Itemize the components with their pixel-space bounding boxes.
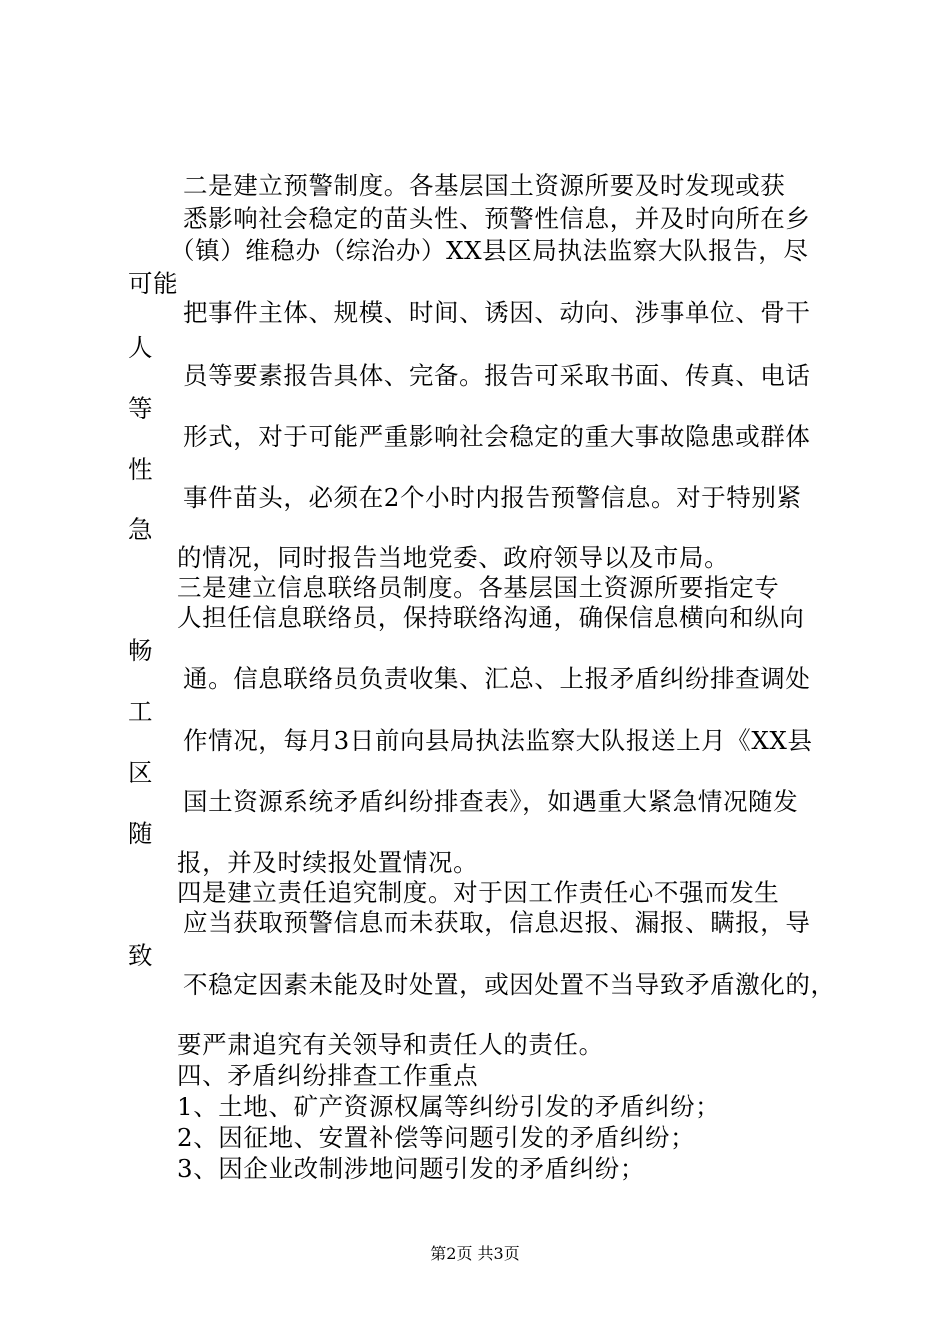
page-number: 第2页 共3页 [430, 1244, 520, 1263]
text-line: 急 [128, 515, 154, 544]
text-line: 员等要素报告具体、完备。报告可采取书面、传真、电话 [183, 361, 811, 390]
text-line: 二是建立预警制度。各基层国土资源所要及时发现或获 [183, 171, 786, 200]
text-line: 人担任信息联络员，保持联络沟通，确保信息横向和纵向 [177, 603, 805, 632]
text-line: 四是建立责任追究制度。对于因工作责任心不强而发生 [177, 878, 780, 907]
text-line: 事件苗头，必须在2个小时内报告预警信息。对于特别紧 [183, 483, 802, 512]
text-line: 1、土地、矿产资源权属等纠纷引发的矛盾纠纷； [177, 1092, 721, 1121]
text-line: 悉影响社会稳定的苗头性、预警性信息，并及时向所在乡 [183, 204, 811, 233]
text-line: 要严肃追究有关领导和责任人的责任。 [177, 1030, 604, 1059]
text-line: （镇）维稳办（综治办）XX县区局执法监察大队报告，尽 [170, 236, 809, 265]
text-line: 三是建立信息联络员制度。各基层国土资源所要指定专 [177, 573, 780, 602]
text-line: 等 [128, 394, 154, 423]
text-line: 区 [128, 758, 154, 787]
text-line: 可能 [128, 269, 179, 298]
text-line: 性 [128, 455, 154, 484]
text-line: 应当获取预警信息而未获取，信息迟报、漏报、瞒报，导 [183, 908, 811, 937]
text-line: 把事件主体、规模、时间、诱因、动向、涉事单位、骨干 [183, 298, 811, 327]
text-line: 作情况，每月3日前向县局执法监察大队报送上月《XX县 [183, 726, 813, 755]
text-line: 四、矛盾纠纷排查工作重点 [177, 1061, 479, 1090]
text-line: 人 [128, 333, 154, 362]
text-line: 工 [128, 697, 154, 726]
text-line: 畅 [128, 636, 154, 665]
text-line: 随 [128, 819, 154, 848]
text-line: 形式，对于可能严重影响社会稳定的重大事故隐患或群体 [183, 422, 811, 451]
text-line: 致 [128, 941, 154, 970]
text-line: 2、因征地、安置补偿等问题引发的矛盾纠纷； [177, 1123, 696, 1152]
text-line: 国土资源系统矛盾纠纷排查表》，如遇重大紧急情况随发 [183, 787, 799, 816]
text-line: 3、因企业改制涉地问题引发的矛盾纠纷； [177, 1154, 645, 1183]
text-line: 报，并及时续报处置情况。 [177, 848, 479, 877]
text-line: 的情况，同时报告当地党委、政府领导以及市局。 [177, 543, 730, 572]
text-line: 通。信息联络员负责收集、汇总、上报矛盾纠纷排查调处 [183, 664, 811, 693]
text-line: 不稳定因素未能及时处置，或因处置不当导致矛盾激化的， [183, 970, 836, 999]
